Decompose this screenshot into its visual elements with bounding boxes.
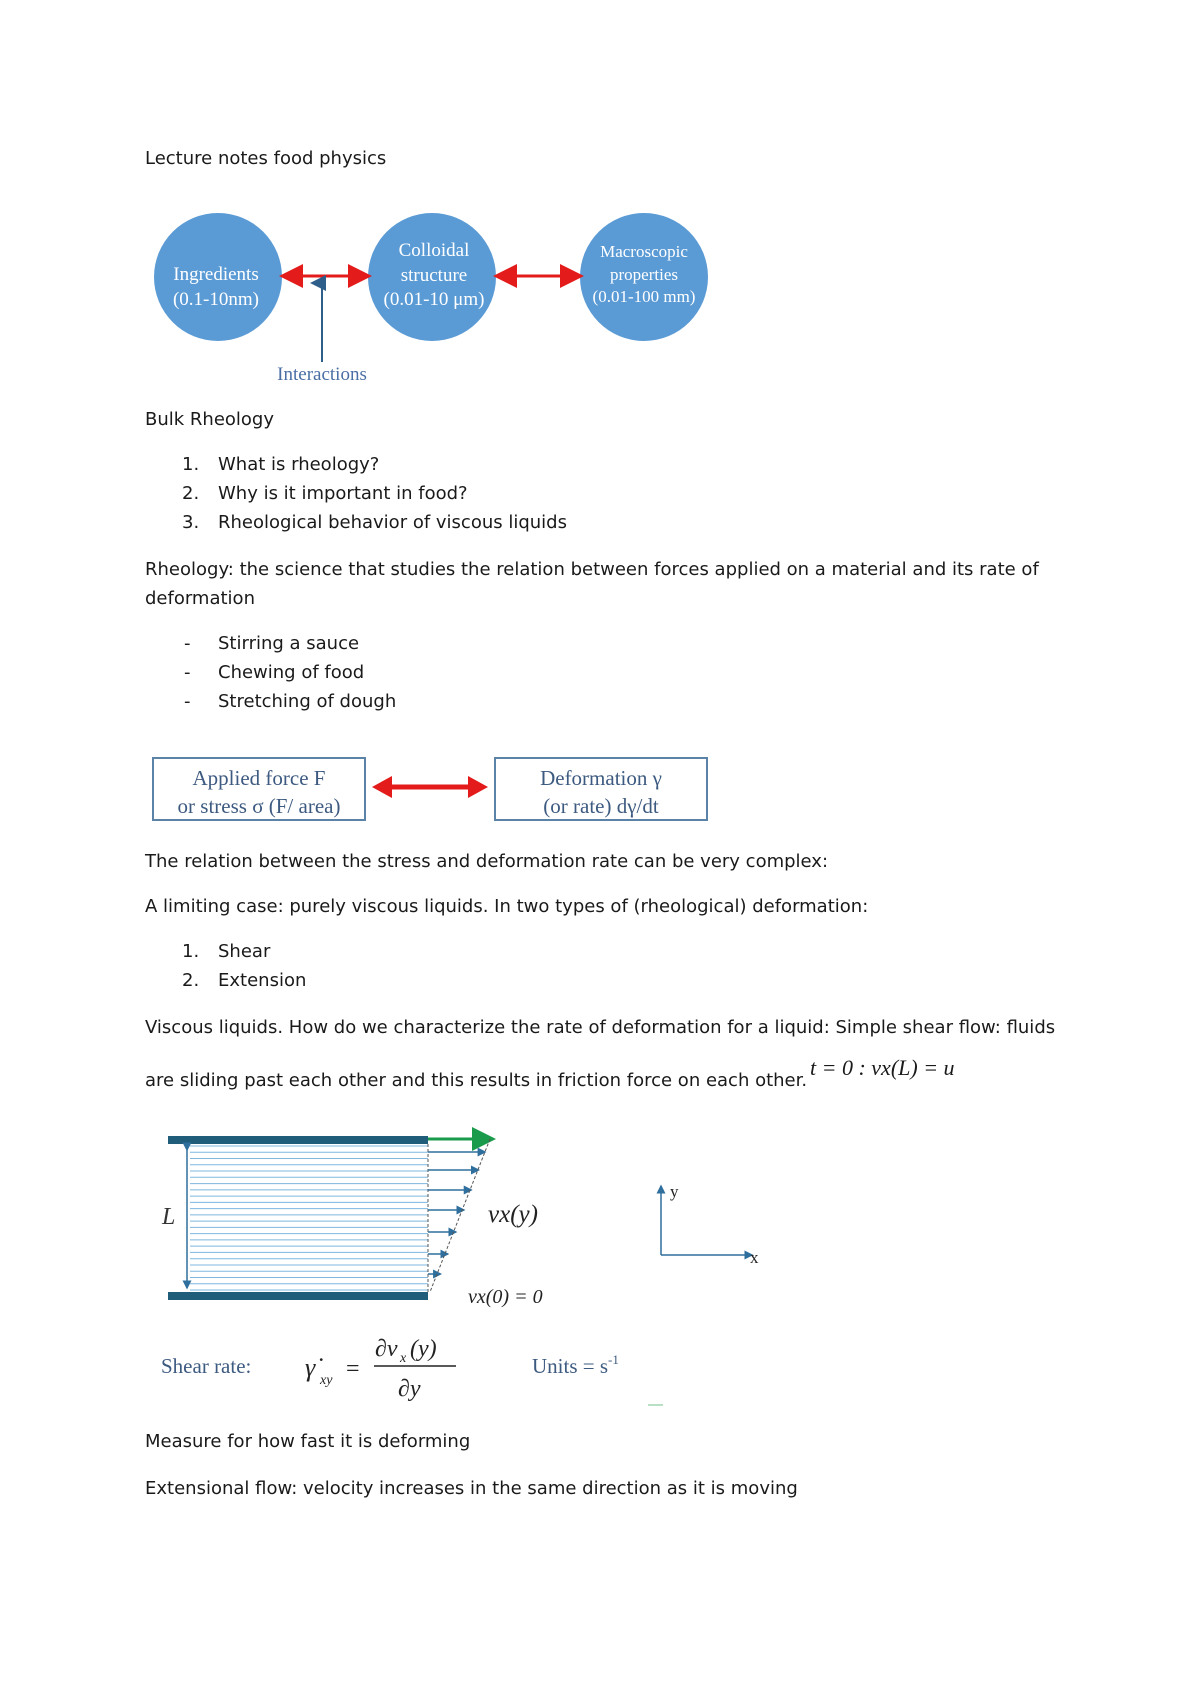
shear-rate-formula [305,1336,456,1402]
list-number: 2. [182,483,200,504]
list-number: 2. [182,970,200,991]
deformation-line1: Deformation γ [540,766,662,790]
svg-text:xy: xy [320,1373,333,1388]
rheology-definition-line2: deformation [145,588,255,609]
units-label [532,1352,619,1378]
circle-colloidal-line1: Colloidal [398,240,470,261]
list-item: What is rheology? [218,454,380,475]
rheology-definition-line1: Rheology: the science that studies the relation between forces applied on a material and its rate of [145,559,1039,580]
velocity-arrows [428,1139,490,1292]
applied-force-line1: Applied force F [192,766,326,790]
list-item: Rheological behavior of viscous liquids [218,512,567,533]
list-item: Stirring a sauce [218,633,360,654]
velocity-envelope-line [430,1139,490,1292]
svg-text:γ̇: γ̇ [305,1353,316,1382]
circle-colloidal-line2: structure [400,265,468,286]
list-item: Stretching of dough [218,691,397,712]
relation-text: The relation between the stress and deformation rate can be very complex: [145,851,829,872]
y-axis-label: y [670,1182,679,1201]
deformation-line2: (or rate) dγ/dt [543,794,659,818]
svg-text:∂y: ∂y [398,1376,421,1402]
bottom-plate [168,1292,428,1300]
top-plate [168,1136,428,1144]
list-number: 1. [182,454,200,475]
fluid-layers [190,1146,428,1290]
list-bullet: - [184,662,191,683]
velocity-label: vx(y) [488,1201,538,1228]
circle-ingredients-line2: (0.1-10nm) [172,289,260,310]
circle-macroscopic-line3: (0.01-100 mm) [592,287,696,306]
boundary-condition-top: t = 0 : vx(L) = u [810,1055,955,1080]
circle-macroscopic-line2: properties [610,265,678,284]
list-bullet: - [184,633,191,654]
L-label: L [162,1204,176,1230]
applied-force-line2: or stress σ (F/ area) [177,794,341,818]
measure-text: Measure for how fast it is deforming [145,1431,471,1452]
list-item: Extension [218,970,307,991]
viscous-text-line2: are sliding past each other and this results in friction force on each other. [145,1070,808,1091]
extensional-flow-text: Extensional flow: velocity increases in the same direction as it is moving [145,1478,798,1499]
circle-ingredients-line1: Ingredients [173,264,259,285]
circle-colloidal-line3: (0.01-10 μm) [383,289,485,310]
x-axis-label: x [750,1248,759,1267]
limiting-case-text: A limiting case: purely viscous liquids. In two types of (rheological) deformation: [145,896,869,917]
list-bullet: - [184,691,191,712]
units-text: Units = s [532,1354,609,1378]
section-heading-bulk-rheology: Bulk Rheology [145,409,274,430]
list-item: Chewing of food [218,662,365,683]
svg-text:(y): (y) [410,1336,437,1362]
viscous-text-line1: Viscous liquids. How do we characterize the rate of deformation for a liquid: Simple shear flow: fluids [145,1017,1056,1038]
list-item: Shear [218,941,271,962]
page-title: Lecture notes food physics [145,148,387,169]
shear-rate-label: Shear rate: [161,1354,252,1378]
list-item: Why is it important in food? [218,483,468,504]
svg-text:∂v: ∂v [375,1336,398,1362]
svg-text:=: = [346,1356,360,1382]
svg-text:x: x [400,1351,407,1366]
units-exponent: -1 [608,1352,619,1367]
circle-macroscopic-line1: Macroscopic [600,242,688,261]
list-number: 3. [182,512,200,533]
list-number: 1. [182,941,200,962]
bottom-boundary-condition: vx(0) = 0 [468,1286,543,1308]
interactions-label: Interactions [277,364,367,385]
